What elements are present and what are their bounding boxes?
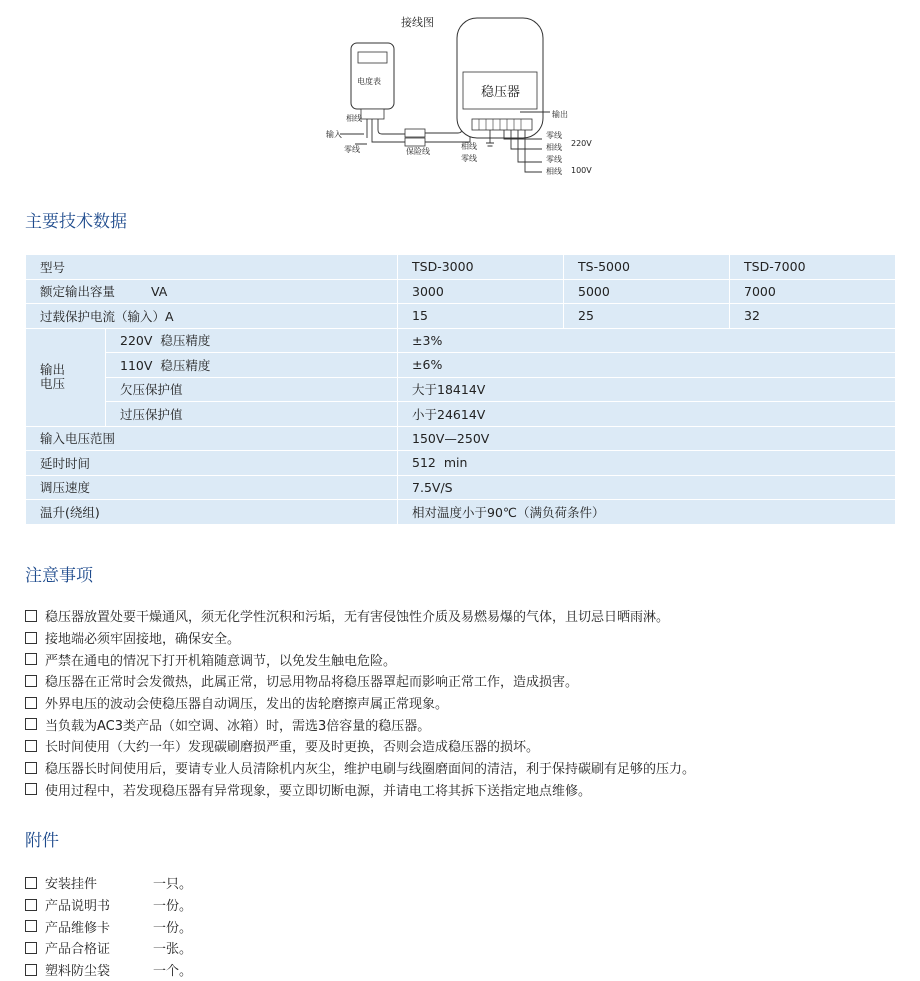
accessory-name: 产品维修卡 [45, 920, 111, 936]
spec-label: 额定输出容量 [40, 284, 116, 300]
meter-window [358, 52, 387, 63]
list-item [25, 872, 192, 894]
meter-label: 电度表 [357, 77, 381, 86]
checkbox-icon [25, 783, 37, 795]
spec-label: 过载保护电流（输入）A [26, 304, 398, 329]
accessory-name: 产品合格证 [45, 942, 111, 958]
checkbox-icon [25, 718, 37, 730]
accessory-qty: 一只。 [153, 877, 193, 893]
checkbox-icon [25, 632, 37, 644]
checkbox-icon [25, 899, 37, 911]
note-text: 使用过程中，若发现稳压器有异常现象，要立即切断电源，并请电工将其拆下送指定地点维修。 [45, 783, 592, 799]
accessory-qty: 一张。 [153, 942, 193, 958]
accessory-qty: 一份。 [153, 899, 193, 915]
accessories-heading: 附件 [25, 831, 59, 851]
accessories-list [25, 872, 192, 980]
spec-value: 150V—250V [398, 426, 896, 451]
spec-value: 大于18414V [398, 377, 896, 402]
wiring-diagram [320, 10, 600, 185]
list-item [25, 959, 192, 981]
checkbox-icon [25, 762, 37, 774]
list-item [25, 779, 695, 801]
list-item [25, 648, 695, 670]
note-text: 稳压器放置处要干燥通风，须无化学性沉积和污垢，无有害侵蚀性介质及易燃易爆的气体，且切忌日晒雨淋。 [45, 610, 670, 626]
table-row [26, 402, 896, 427]
spec-value: 32 [730, 304, 896, 329]
label-phase-mid: 相线 [461, 142, 477, 151]
note-text: 稳压器在正常时会发微热，此属正常，切忌用物品将稳压器罩起而影响正常工作，造成损害。 [45, 675, 579, 691]
note-text: 稳压器长时间使用后，要请专业人员清除机内灰尘，维护电刷与线圈磨面间的清洁，利于保持碳刷有足够的压力。 [45, 762, 696, 778]
spec-label: 110V 稳压精度 [106, 353, 398, 378]
table-row [26, 328, 896, 353]
table-row [26, 377, 896, 402]
label-neutral-mid: 零线 [461, 154, 477, 163]
label-phase-in: 相线 [346, 114, 362, 123]
label-out-phase1: 相线 [546, 143, 562, 152]
model-name: TS-5000 [564, 255, 730, 280]
list-item [25, 627, 695, 649]
spec-value: 512 min [398, 451, 896, 476]
specs-heading: 主要技术数据 [25, 212, 127, 232]
list-item [25, 605, 695, 627]
checkbox-icon [25, 697, 37, 709]
label-neutral-in: 零线 [344, 145, 360, 154]
checkbox-icon [25, 964, 37, 976]
accessory-name: 塑料防尘袋 [45, 964, 111, 980]
note-text: 接地端必须牢固接地，确保安全。 [45, 632, 241, 648]
table-row [26, 353, 896, 378]
spec-label: 欠压保护值 [106, 377, 398, 402]
terminal-block [472, 119, 532, 130]
output-voltage-group [26, 328, 106, 426]
list-item [25, 713, 695, 735]
diagram-title: 接线图 [401, 16, 434, 29]
spec-label: 调压速度 [26, 475, 398, 500]
checkbox-icon [25, 653, 37, 665]
label-fuse: 保险线 [406, 147, 430, 156]
table-row [26, 304, 896, 329]
notes-heading: 注意事项 [25, 566, 93, 586]
label-out-phase2: 相线 [546, 167, 562, 176]
spec-value: 3000 [398, 279, 564, 304]
list-item [25, 670, 695, 692]
spec-value: ±3% [398, 328, 896, 353]
output-group-label: 输出 电压 [40, 362, 66, 391]
fuse-element-2 [405, 138, 425, 146]
table-row [26, 475, 896, 500]
model-name: TSD-7000 [730, 255, 896, 280]
checkbox-icon [25, 942, 37, 954]
accessory-name: 安装挂件 [45, 877, 98, 893]
spec-label: 输入电压范围 [26, 426, 398, 451]
list-item [25, 692, 695, 714]
label-out-neutral1: 零线 [546, 131, 562, 140]
list-item [25, 757, 695, 779]
spec-value: 小于24614V [398, 402, 896, 427]
checkbox-icon [25, 610, 37, 622]
spec-label: 型号 [26, 255, 398, 280]
label-100v: 100V [571, 166, 592, 175]
fuse-element [405, 129, 425, 137]
label-out-neutral2: 零线 [546, 155, 562, 164]
notes-list [25, 605, 695, 800]
spec-value: 相对温度小于90℃（满负荷条件） [398, 500, 896, 525]
model-name: TSD-3000 [398, 255, 564, 280]
spec-label: 温升(绕组) [26, 500, 398, 525]
list-item [25, 915, 192, 937]
checkbox-icon [25, 920, 37, 932]
list-item [25, 894, 192, 916]
table-row [26, 451, 896, 476]
spec-value: 25 [564, 304, 730, 329]
list-item [25, 735, 695, 757]
spec-unit: VA [151, 284, 168, 300]
checkbox-icon [25, 675, 37, 687]
accessory-qty: 一个。 [153, 964, 193, 980]
spec-value: ±6% [398, 353, 896, 378]
spec-label-cell [26, 279, 398, 304]
label-input: 输入 [326, 130, 342, 139]
spec-label: 220V 稳压精度 [106, 328, 398, 353]
checkbox-icon [25, 740, 37, 752]
accessory-qty: 一份。 [153, 920, 193, 936]
label-output: 输出 [552, 110, 568, 119]
spec-value: 5000 [564, 279, 730, 304]
stabilizer-label: 稳压器 [481, 85, 521, 100]
table-row [26, 255, 896, 280]
spec-label: 过压保护值 [106, 402, 398, 427]
checkbox-icon [25, 877, 37, 889]
list-item [25, 937, 192, 959]
note-text: 严禁在通电的情况下打开机箱随意调节，以免发生触电危险。 [45, 653, 397, 669]
note-text: 当负载为AC3类产品（如空调、冰箱）时，需选3倍容量的稳压器。 [45, 718, 431, 734]
table-row [26, 426, 896, 451]
spec-value: 7.5V/S [398, 475, 896, 500]
spec-value: 7000 [730, 279, 896, 304]
meter-base [361, 109, 384, 119]
accessory-name: 产品说明书 [45, 899, 111, 915]
note-text: 长时间使用（大约一年）发现碳刷磨损严重，要及时更换，否则会造成稳压器的损坏。 [45, 740, 540, 756]
spec-table [25, 254, 896, 525]
note-text: 外界电压的波动会使稳压器自动调压，发出的齿轮磨擦声属正常现象。 [45, 697, 449, 713]
table-row [26, 500, 896, 525]
label-220v: 220V [571, 139, 592, 148]
table-row [26, 279, 896, 304]
spec-value: 15 [398, 304, 564, 329]
spec-label: 延时时间 [26, 451, 398, 476]
